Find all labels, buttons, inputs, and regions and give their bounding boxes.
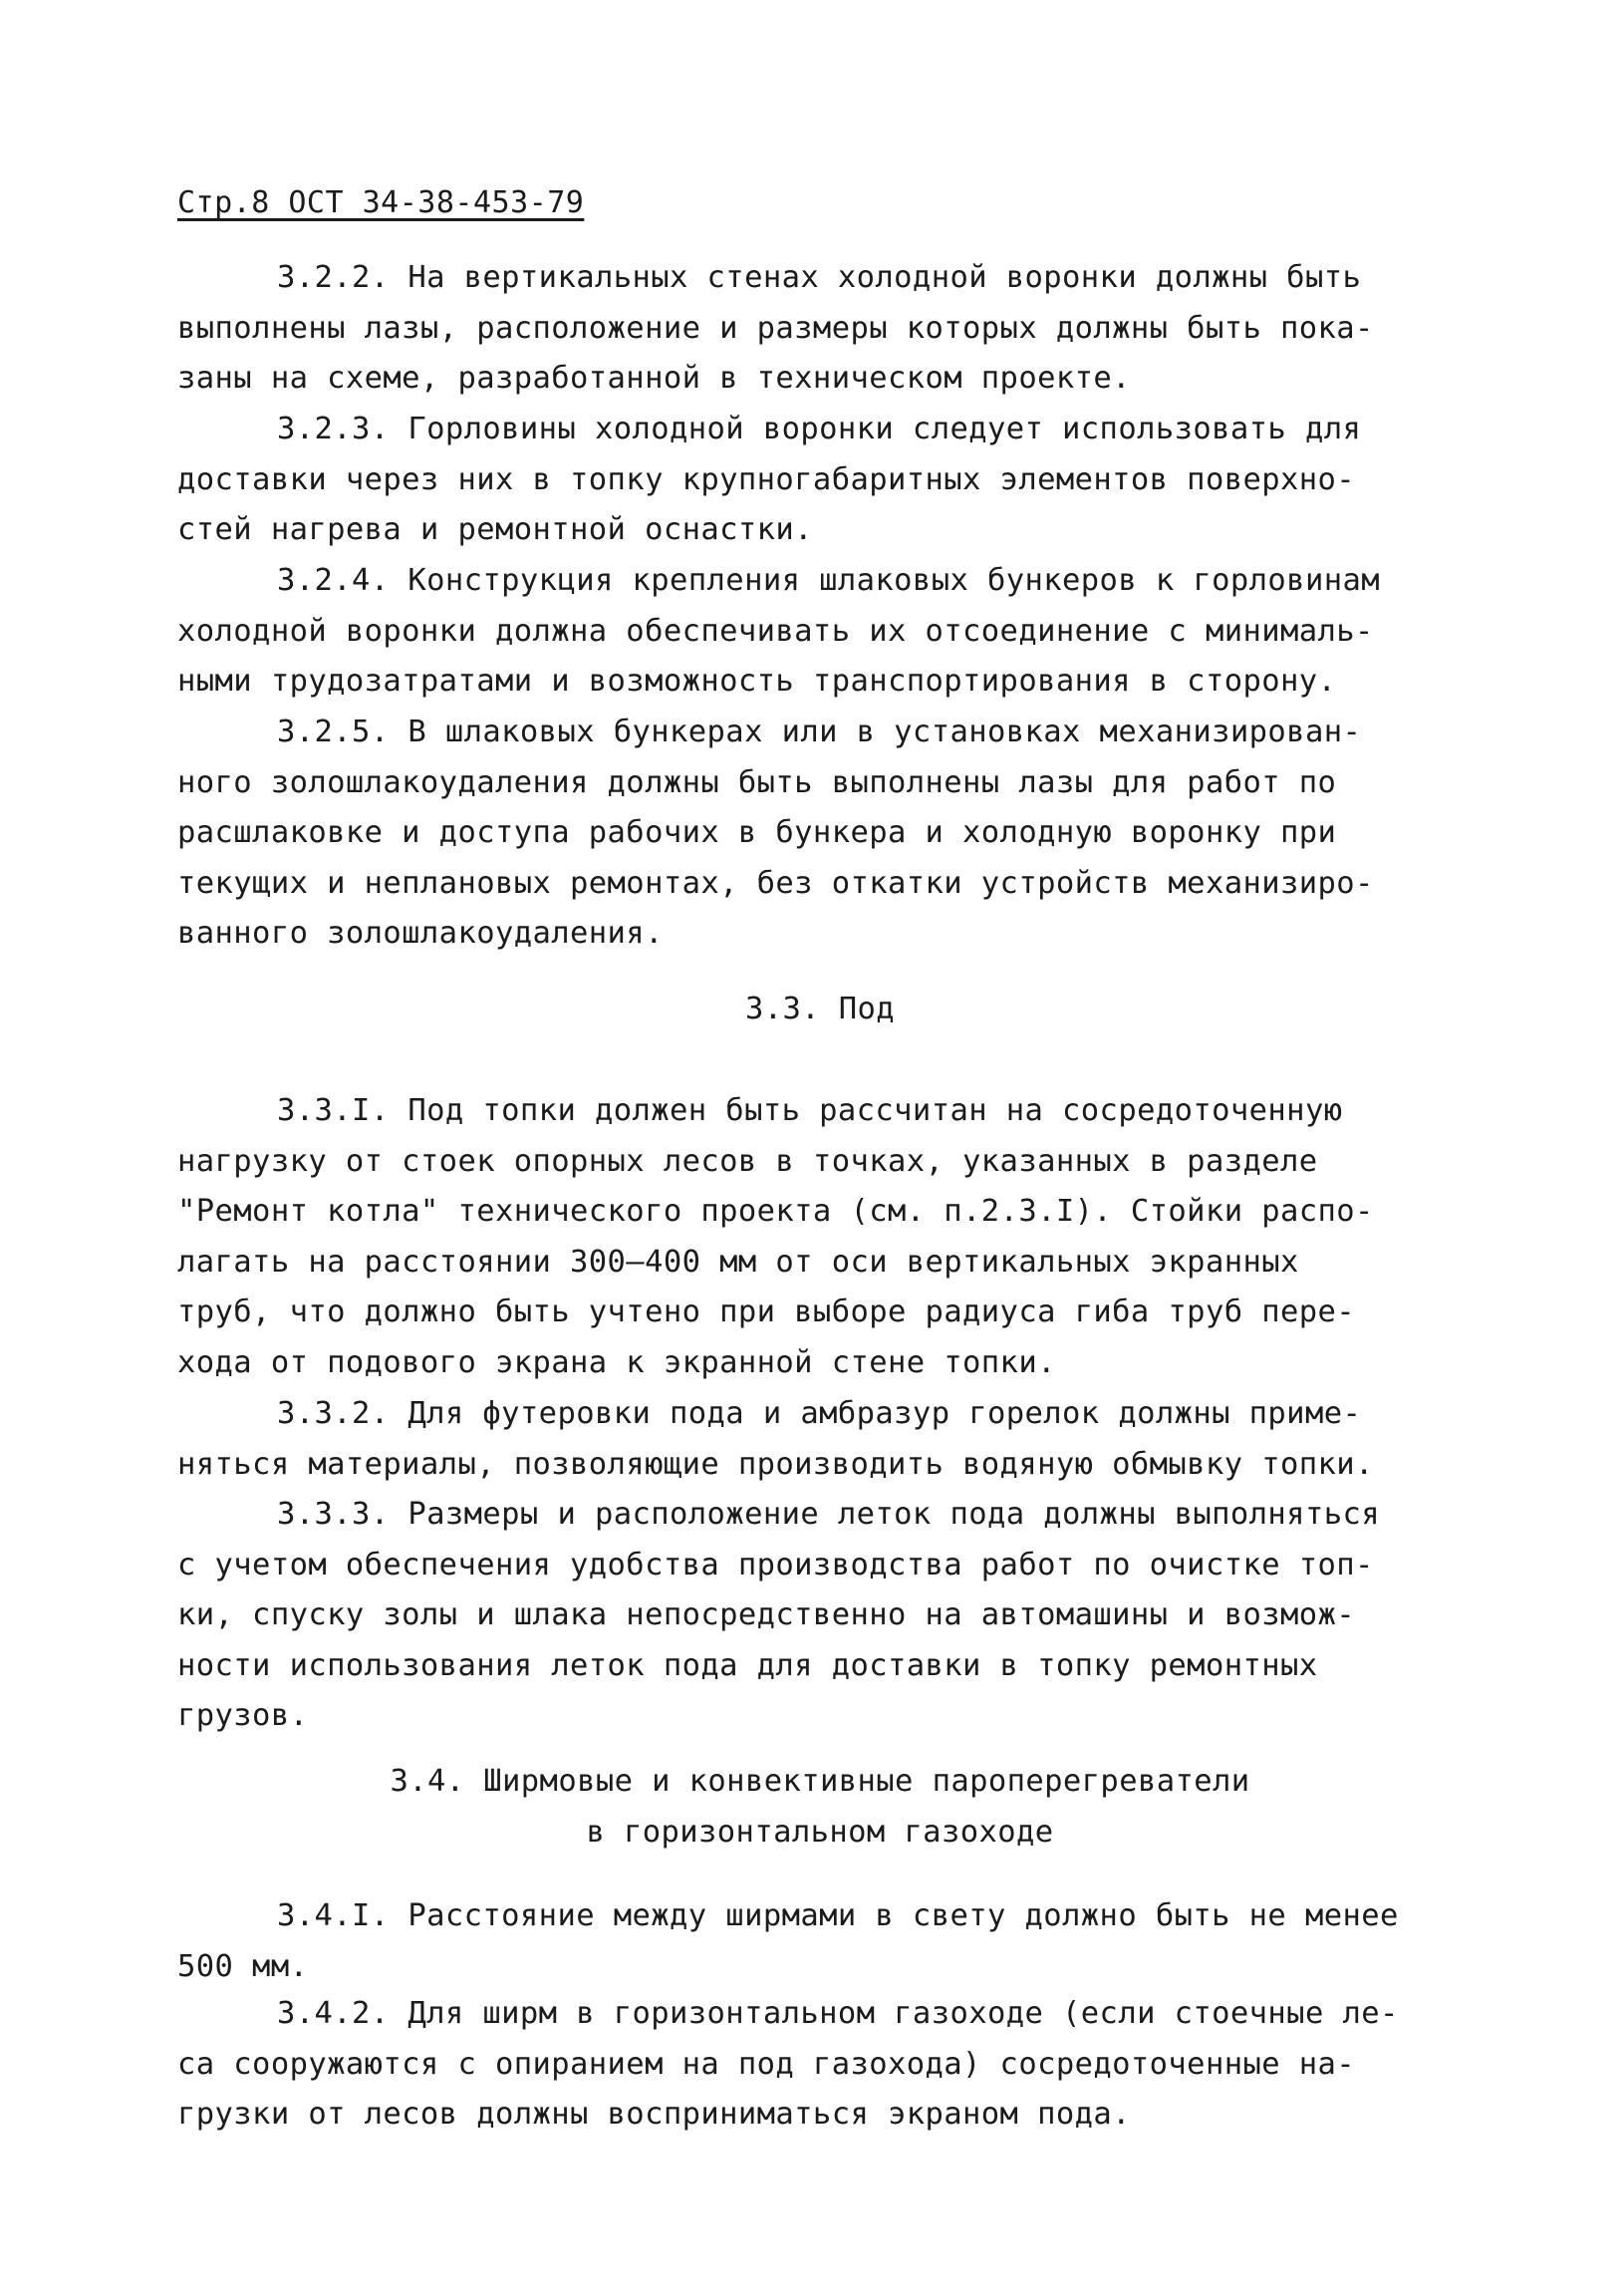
text-line: холодной воронки должна обеспечивать их отсоединение с минималь- <box>177 613 1374 649</box>
text-line: няться материалы, позволяющие производить водяную обмывку топки. <box>177 1446 1374 1482</box>
text-line: ного золошлакоудаления должны быть выполнены лазы для работ по <box>177 764 1337 800</box>
text-line: ки, спуску золы и шлака непосредственно на автомашины и возмож- <box>177 1597 1356 1633</box>
text-line: ванного золошлакоудаления. <box>177 916 664 952</box>
text-line: текущих и неплановых ремонтах, без откатки устройств механизиро- <box>177 865 1374 901</box>
paragraph-3-2-2 <box>177 253 1463 405</box>
text-line: лагать на расстоянии 300–400 мм от оси вертикальных экранных <box>177 1244 1299 1280</box>
paragraph-3-3-1 <box>177 1086 1463 1389</box>
text-line: стей нагрева и ремонтной оснастки. <box>177 512 813 548</box>
paragraph-3-2-4 <box>177 556 1463 708</box>
text-line: грузов. <box>177 1698 309 1734</box>
text-line: 3.4.I. Расстояние между ширмами в свету должно быть не менее <box>277 1898 1399 1933</box>
text-line: труб, что должно быть учтено при выборе радиуса гиба труб пере- <box>177 1294 1356 1330</box>
text-line: выполнены лазы, расположение и размеры которых должны быть пока- <box>177 310 1374 346</box>
text-line: 3.2.3. Горловины холодной воронки следует использовать для <box>277 412 1362 446</box>
text-line: заны на схеме, разработанной в техническом проекте. <box>177 361 1131 397</box>
text-line: 3.2.5. В шлаковых бункерах или в установках механизирован- <box>277 715 1362 749</box>
heading-line: 3.4. Ширмовые и конвективные пароперегреватели <box>390 1764 1250 1799</box>
section-heading-3-3 <box>177 985 1463 1035</box>
text-line: доставки через них в топку крупногабаритных элементов поверхно- <box>177 461 1356 497</box>
text-line: ности использования леток пода для доставки в топку ремонтных <box>177 1647 1318 1683</box>
paragraph-3-4-1 <box>177 1891 1463 1992</box>
paragraph-3-4-2 <box>177 1989 1463 2141</box>
paragraph-3-2-3 <box>177 405 1463 556</box>
text-line: са сооружаются с опиранием на под газохода) сосредоточенные на- <box>177 2046 1356 2082</box>
text-line: 3.2.4. Конструкция крепления шлаковых бункеров к горловинам <box>277 563 1380 598</box>
text-line: 3.3.I. Под топки должен быть рассчитан на сосредоточенную <box>277 1093 1343 1128</box>
text-line: грузки от лесов должны восприниматься экраном пода. <box>177 2097 1131 2133</box>
text-line: хода от подового экрана к экранной стене топки. <box>177 1344 1056 1380</box>
text-line: с учетом обеспечения удобства производства работ по очистке топ- <box>177 1547 1374 1582</box>
section-heading-3-4 <box>177 1757 1463 1858</box>
text-line: нагрузку от стоек опорных лесов в точках, указанных в разделе <box>177 1143 1318 1179</box>
text-line: 3.4.2. Для ширм в горизонтальном газоходе (если стоечные ле- <box>277 1996 1399 2031</box>
text-line: 500 мм. <box>177 1948 309 1984</box>
text-line: "Ремонт котла" технического проекта (см. п.2.3.I). Стойки распо- <box>177 1194 1374 1230</box>
paragraph-3-3-2 <box>177 1389 1463 1490</box>
text-line: 3.3.2. Для футеровки пода и амбразур горелок должны приме- <box>277 1396 1362 1431</box>
paragraph-3-3-3 <box>177 1490 1463 1742</box>
heading-line: в горизонтальном газоходе <box>586 1814 1054 1850</box>
page-header: Стр.8 ОСТ 34-38-453-79 <box>177 185 585 220</box>
paragraph-3-2-5 <box>177 708 1463 960</box>
heading-line: 3.3. Под <box>744 992 896 1026</box>
text-line: 3.3.3. Размеры и расположение леток пода должны выполняться <box>277 1497 1380 1532</box>
text-line: 3.2.2. На вертикальных стенах холодной воронки должны быть <box>277 260 1362 295</box>
text-line: расшлаковке и доступа рабочих в бункера и холодную воронку при <box>177 815 1337 851</box>
text-line: ными трудозатратами и возможность транспортирования в сторону. <box>177 664 1337 700</box>
